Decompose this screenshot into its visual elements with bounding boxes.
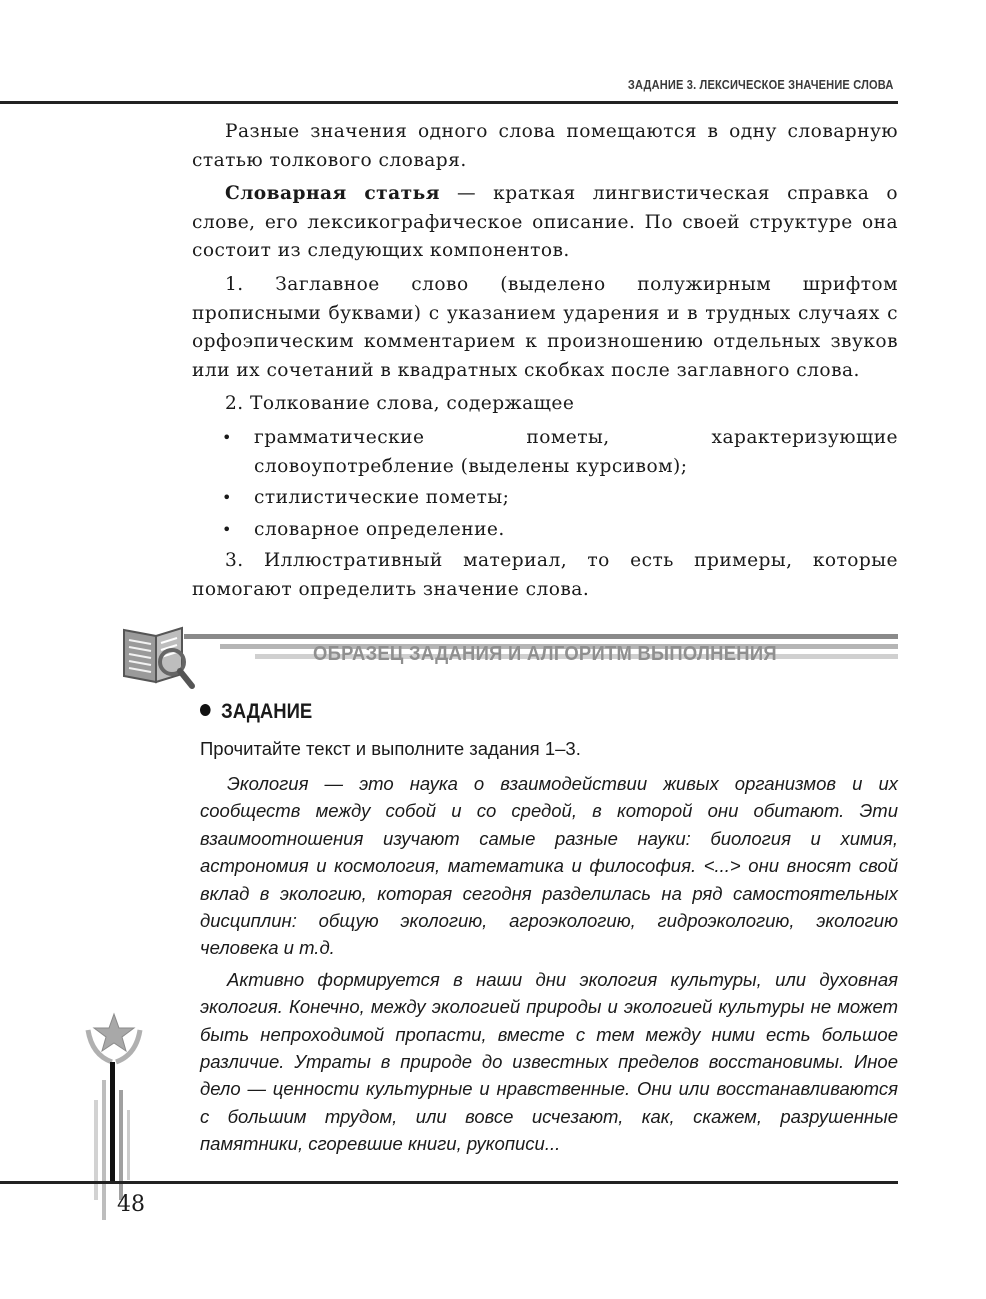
- definition-term: Словарная статья: [225, 183, 440, 205]
- task-heading-text: ЗАДАНИЕ: [221, 700, 313, 723]
- open-book-magnifier-icon: [118, 616, 198, 696]
- theory-paragraph: Разные значения одного слова помещаются в одну словарную статью толкового словаря.: [192, 121, 898, 171]
- section-banner: [118, 616, 898, 696]
- definition-text: — краткая лингвистическая справка о слове, его лексикографическое описание. По своей структуре она состоит из следующих компонентов.: [192, 183, 898, 262]
- footer-rule: [0, 1181, 898, 1184]
- banner-title: ОБРАЗЕЦ ЗАДАНИЯ И АЛГОРИТМ ВЫПОЛНЕНИЯ: [313, 643, 777, 665]
- task-text-paragraph: Экология — это наука о взаимодействии живых организмов и их сообществ между собой и со средой, в которой они обитают. Эти взаимоотношения изучают самые разные науки: биология и химия, астрономия и космология, математика и философия. <...> они вносят свой вклад в экологию, которая сегодня разделилась на ряд самостоятельных дисциплин: общую экологию, агроэкологию, гидроэкологию, экологию человека и т.д.: [200, 773, 898, 959]
- bullet-dot: [200, 704, 211, 716]
- task-text-paragraph: Активно формируется в наши дни экология культуры, или духовная экология. Конечно, между экологией природы и экологией культуры не может быть непроходимой пропасти, вместе с тем между ними есть большое различие. Утраты в природе до известных пределов восстановимы. Иное дело — ценности культурные и нравственные. Они или восстанавливаются с большим трудом, или вовсе исчезают, как, скажем, разрушенные памятники, сгоревшие книги, рукописи...: [200, 968, 898, 1155]
- component-1: 1. Заглавное слово (выделено полужирным шрифтом прописными буквами) с указанием ударения и в трудных случаях с орфоэпическим комментарием к произношению отдельных звуков или их сочетаний в квадратных скобках после заглавного слова.: [192, 273, 898, 381]
- component-3: 3. Иллюстративный материал, то есть примеры, которые помогают определить значение слова.: [192, 550, 898, 600]
- running-head: ЗАДАНИЕ 3. ЛЕКСИЧЕСКОЕ ЗНАЧЕНИЕ СЛОВА: [628, 77, 894, 92]
- theory-section: [192, 118, 898, 610]
- bullet-item: • стилистические пометы;: [192, 484, 898, 513]
- theory-definition: [192, 180, 898, 266]
- bullet-item: • грамматические пометы, характеризующие словоупотребление (выделены курсивом);: [192, 424, 898, 481]
- header-rule: [0, 101, 898, 104]
- component-2: 2. Толкование слова, содержащее: [225, 393, 575, 415]
- task-instruction: Прочитайте текст и выполните задания 1–3.: [200, 738, 581, 759]
- task-heading: [200, 700, 312, 724]
- task-text: [200, 770, 898, 1162]
- page-number: 48: [117, 1192, 145, 1217]
- bullet-item: • словарное определение.: [192, 516, 898, 545]
